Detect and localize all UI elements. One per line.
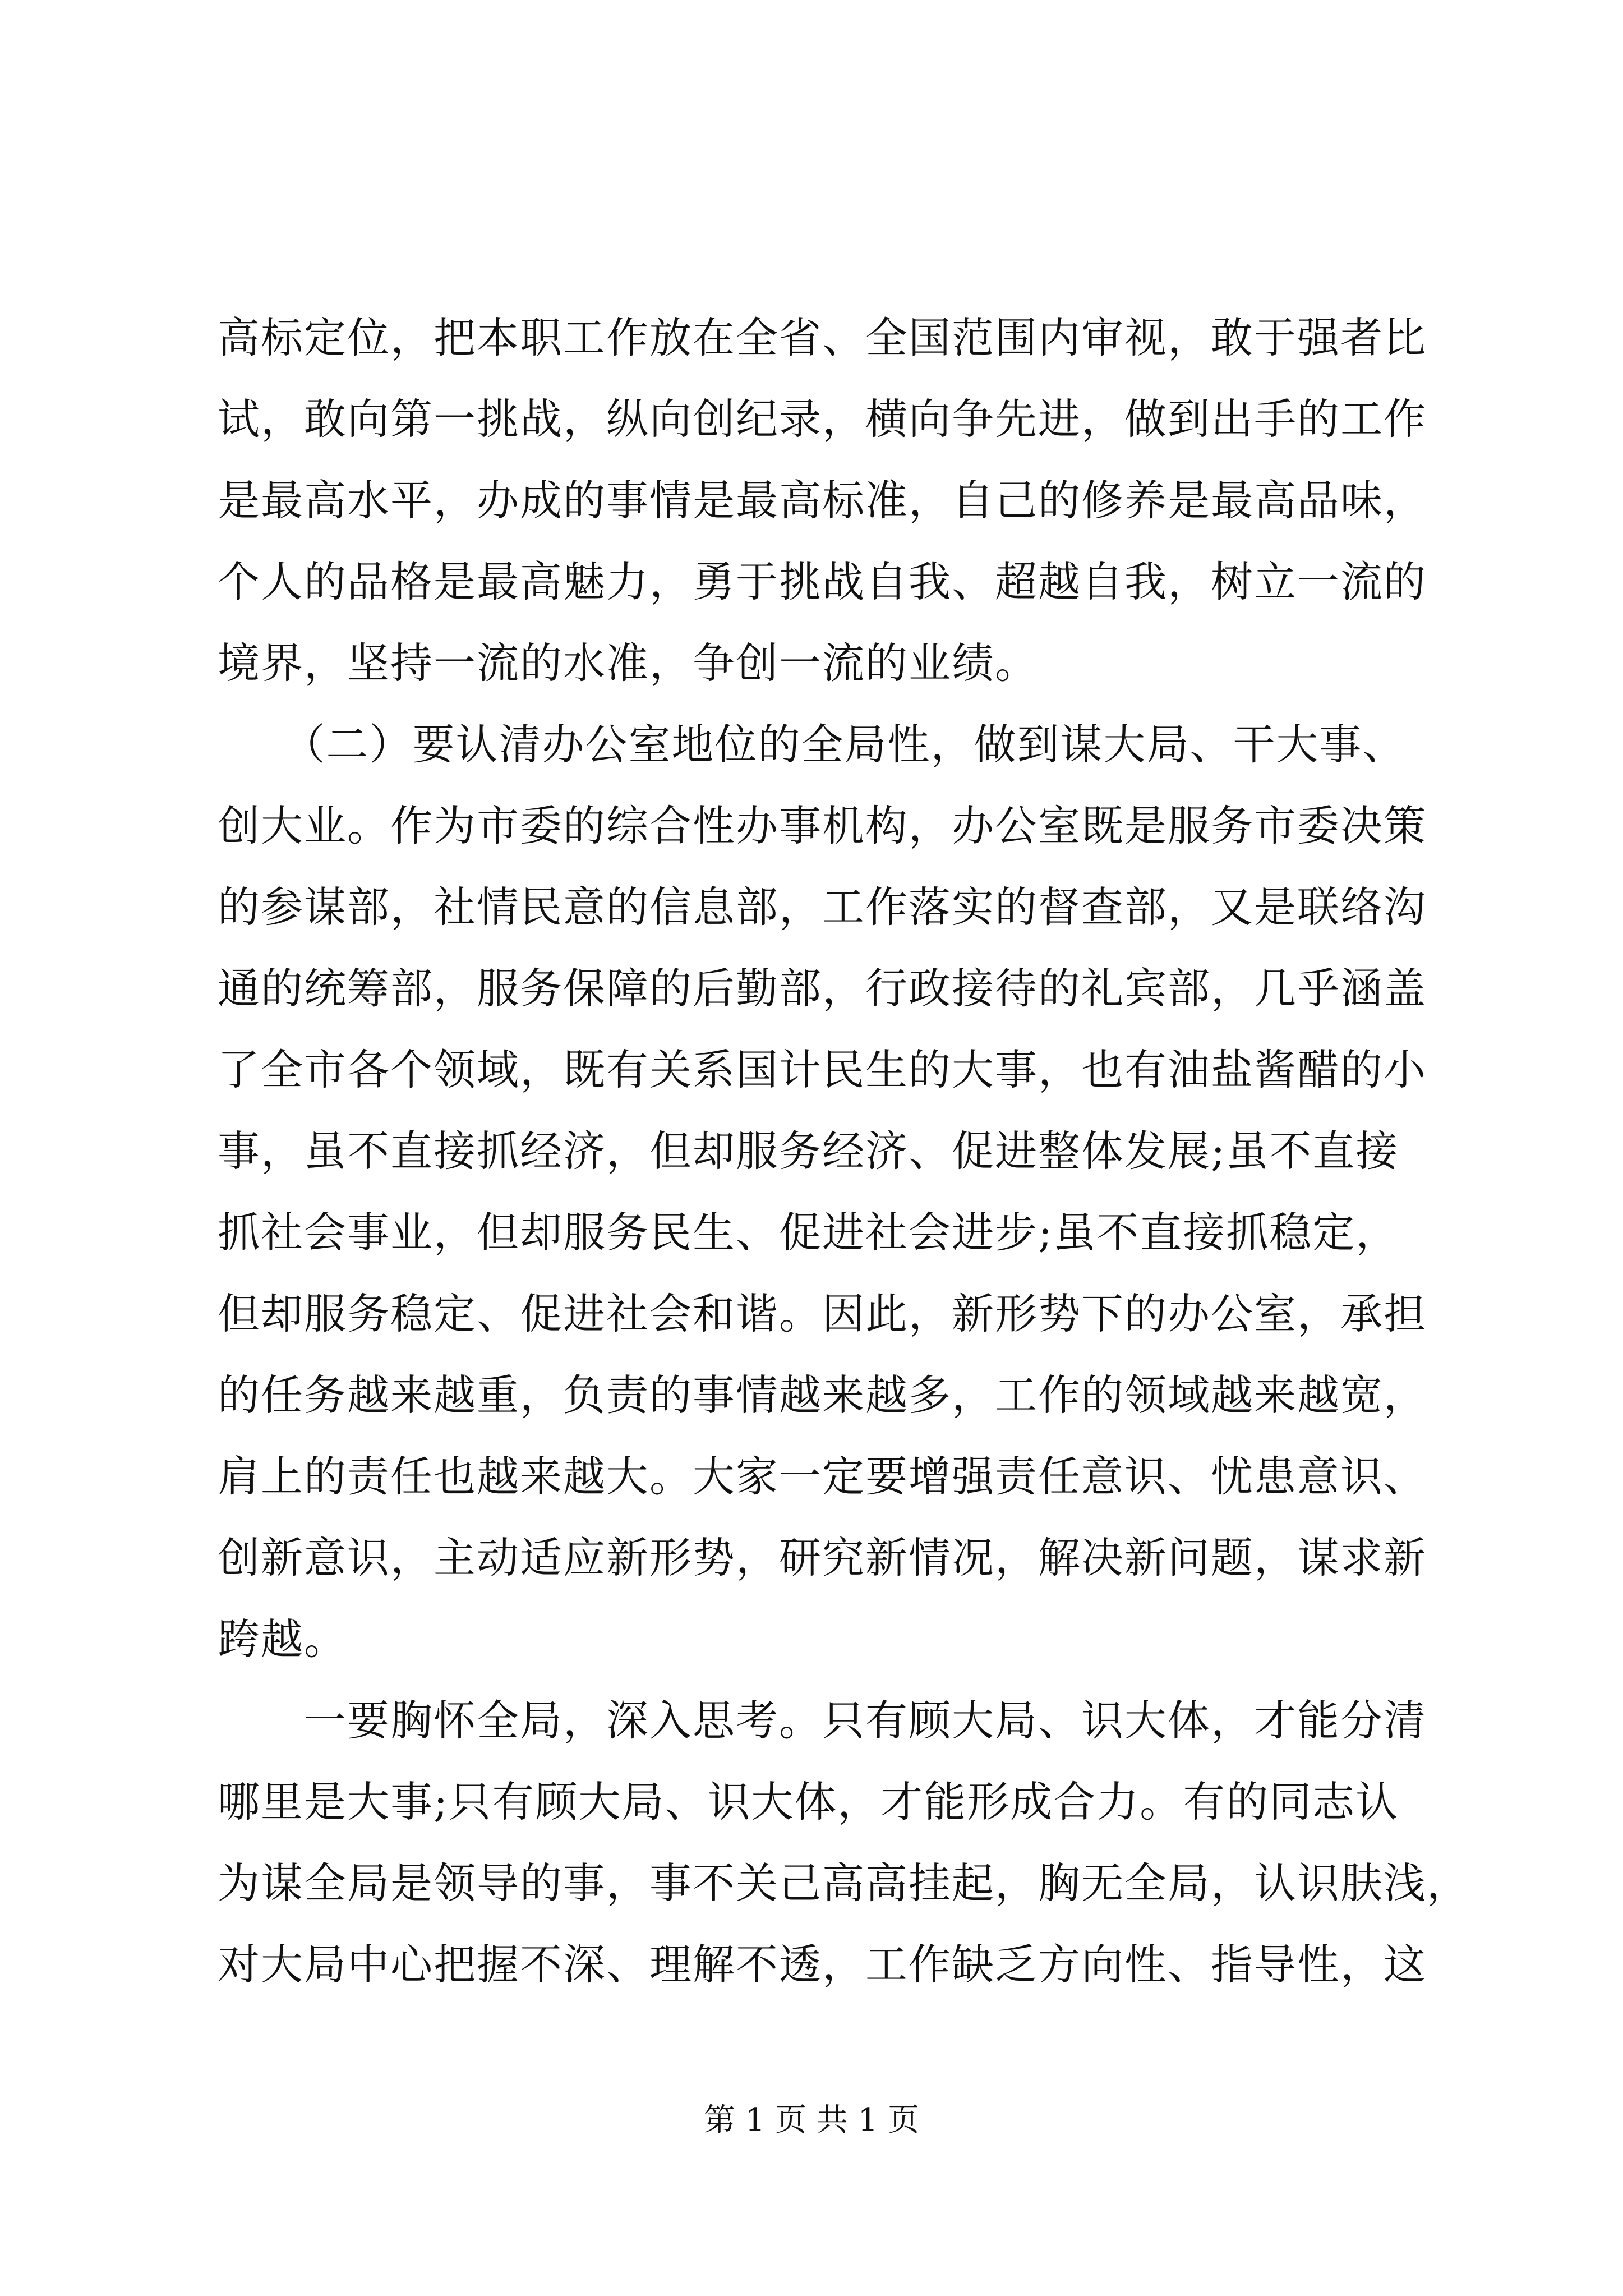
text-line: （二）要认清办公室地位的全局性，做到谋大局、干大事、	[218, 720, 1406, 769]
text-line: 对大局中心把握不深、理解不透，工作缺乏方向性、指导性，这	[218, 1940, 1427, 1989]
text-line: 高标定位，把本职工作放在全省、全国范围内审视，敢于强者比	[218, 313, 1427, 362]
text-line: 的参谋部，社情民意的信息部，工作落实的督查部，又是联络沟	[218, 882, 1427, 932]
text-line: 肩上的责任也越来越大。大家一定要增强责任意识、忧患意识、	[218, 1452, 1427, 1501]
page-footer	[0, 2098, 1623, 2143]
text-line: 了全市各个领域，既有关系国计民生的大事，也有油盐酱醋的小	[218, 1045, 1427, 1094]
text-line: 个人的品格是最高魅力，勇于挑战自我、超越自我，树立一流的	[218, 557, 1427, 606]
page-number-label: 第 1 页 共 1 页	[703, 2102, 920, 2138]
text-line: 但却服务稳定、促进社会和谐。因此，新形势下的办公室，承担	[218, 1289, 1427, 1338]
text-line: 创大业。作为市委的综合性办事机构，办公室既是服务市委决策	[218, 801, 1427, 850]
body-text	[218, 297, 1470, 2005]
text-line: 试，敢向第一挑战，纵向创纪录，横向争先进，做到出手的工作	[218, 394, 1427, 444]
text-line: 抓社会事业，但却服务民生、促进社会进步;虽不直接抓稳定，	[218, 1208, 1399, 1257]
text-line: 哪里是大事;只有顾大局、识大体，才能形成合力。有的同志认	[218, 1777, 1399, 1826]
text-line: 境界，坚持一流的水准，争创一流的业绩。	[218, 638, 1039, 688]
text-line: 为谋全局是领导的事，事不关己高高挂起，胸无全局，认识肤浅，	[218, 1858, 1470, 1908]
text-line: 事，虽不直接抓经济，但却服务经济、促进整体发展;虽不直接	[218, 1126, 1399, 1176]
text-line: 通的统筹部，服务保障的后勤部，行政接待的礼宾部，几乎涵盖	[218, 964, 1427, 1013]
text-line: 是最高水平，办成的事情是最高标准，自己的修养是最高品味，	[218, 476, 1427, 525]
text-line: 跨越。	[218, 1614, 348, 1664]
text-line: 创新意识，主动适应新形势，研究新情况，解决新问题，谋求新	[218, 1533, 1427, 1582]
text-line: 的任务越来越重，负责的事情越来越多，工作的领域越来越宽，	[218, 1370, 1427, 1420]
text-line: 一要胸怀全局，深入思考。只有顾大局、识大体，才能分清	[218, 1696, 1427, 1745]
